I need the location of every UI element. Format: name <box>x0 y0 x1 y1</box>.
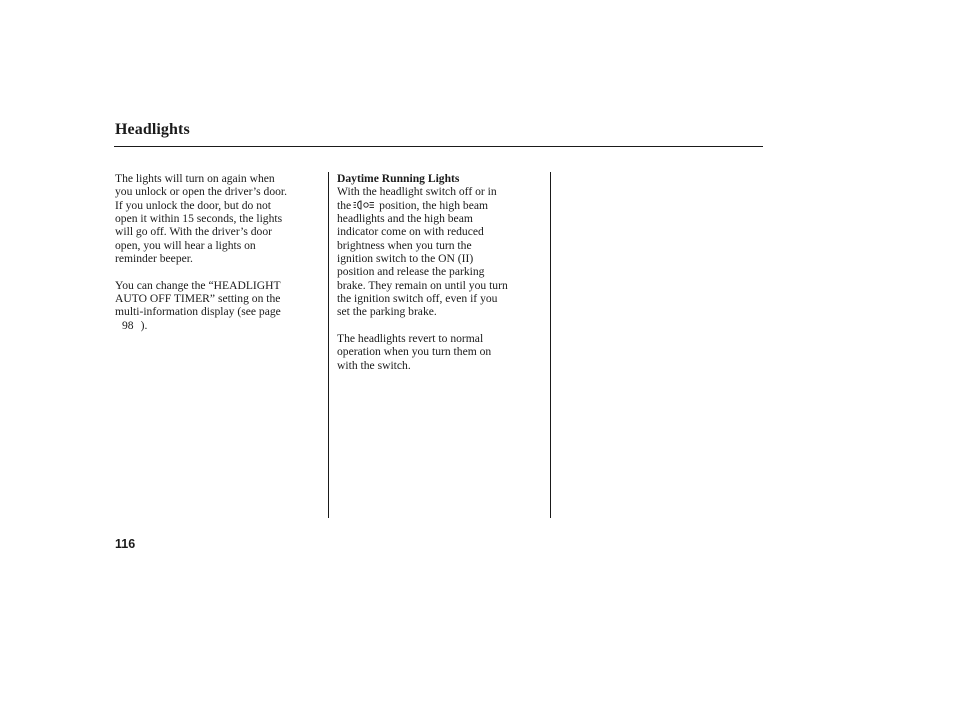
column-divider-right <box>550 172 551 518</box>
column-divider-left <box>328 172 329 518</box>
page-reference-link[interactable]: 98 <box>122 318 134 332</box>
text-line: open it within 15 seconds, the lights <box>115 212 283 226</box>
text-line: operation when you turn them on <box>337 345 492 359</box>
text-line: If you unlock the door, but do not <box>115 198 272 212</box>
text-line: will go off. With the driver’s door <box>115 225 272 239</box>
text-line: indicator come on with reduced <box>337 225 484 239</box>
drl-paragraph <box>337 185 545 318</box>
text-line: The lights will turn on again when <box>115 172 275 185</box>
text-line: AUTO OFF TIMER” setting on the <box>115 292 281 306</box>
text-line: position and release the parking <box>337 265 485 279</box>
text-line: reminder beeper. <box>115 252 193 266</box>
text-line: brake. They remain on until you turn <box>337 278 508 292</box>
page-title: Headlights <box>115 121 190 138</box>
text-line-with-icon <box>337 199 545 212</box>
middle-column <box>337 172 545 385</box>
revert-paragraph <box>337 332 545 372</box>
text-fragment: position, the high beam <box>379 198 489 212</box>
timer-setting-paragraph <box>115 279 323 332</box>
text-line: headlights and the high beam <box>337 212 473 226</box>
text-line: multi-information display (see page <box>115 305 281 319</box>
text-line: open, you will hear a lights on <box>115 238 256 252</box>
text-line: set the parking brake. <box>337 305 437 319</box>
left-column <box>115 172 323 345</box>
text-line: ignition switch to the ON (II) <box>337 252 474 266</box>
text-line: brightness when you turn the <box>337 238 472 252</box>
text-line: With the headlight switch off or in <box>337 185 497 199</box>
section-heading: Daytime Running Lights <box>337 172 460 185</box>
text-fragment: the <box>337 198 352 212</box>
page-reference-close: ). <box>140 318 148 332</box>
page-number: 116 <box>115 537 136 551</box>
text-line: The headlights revert to normal <box>337 332 484 346</box>
text-line: you unlock or open the driver’s door. <box>115 185 288 199</box>
text-line: with the switch. <box>337 358 411 372</box>
auto-off-paragraph <box>115 172 323 265</box>
headlight-auto-icon <box>353 200 375 210</box>
page-reference-line <box>115 319 323 332</box>
text-line: the ignition switch off, even if you <box>337 292 498 306</box>
text-line: You can change the “HEADLIGHT <box>115 278 281 292</box>
title-rule <box>114 146 763 147</box>
